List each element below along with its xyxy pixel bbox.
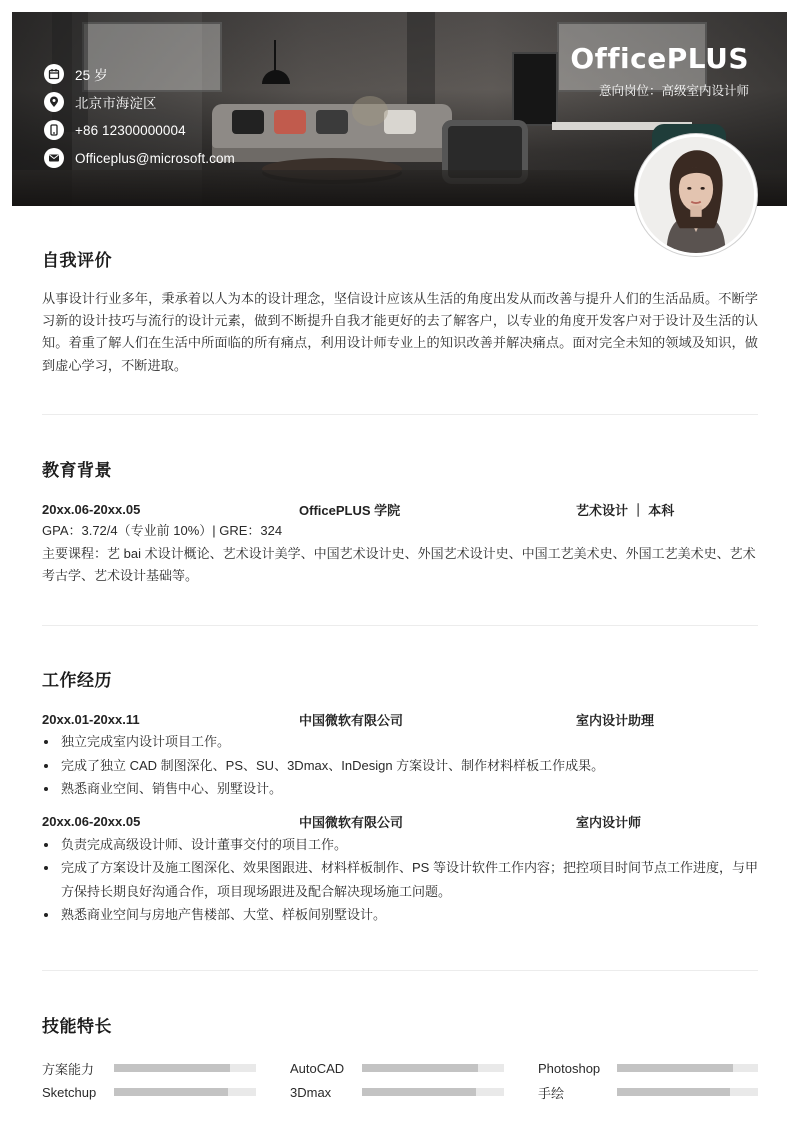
job-header-row — [42, 811, 758, 833]
job-bullet: 独立完成室内设计项目工作。 — [42, 730, 758, 754]
skills-grid — [42, 1056, 758, 1104]
skill-item — [290, 1085, 538, 1100]
section-title-work: 工作经历 — [42, 671, 112, 690]
section-title-skills: 技能特长 — [42, 1017, 112, 1036]
calendar-icon — [44, 64, 64, 84]
location-pin-icon — [44, 92, 64, 112]
skill-fill — [362, 1088, 476, 1096]
brand-name: OfficePLUS — [570, 42, 749, 75]
pillow-decor — [232, 110, 264, 134]
education-gpa: GPA：3.72/4（专业前 10%）| GRE：324 — [42, 523, 283, 538]
skill-row — [42, 1080, 758, 1104]
job-company: 中国微软有限公司 — [299, 815, 404, 830]
skill-bar — [362, 1088, 504, 1096]
section-title-self-evaluation: 自我评价 — [42, 251, 112, 270]
contact-age-text: 25 岁 — [75, 68, 108, 83]
self-evaluation-section — [42, 246, 758, 377]
skill-fill — [362, 1064, 478, 1072]
contact-email-text: Officeplus@microsoft.com — [75, 150, 235, 166]
education-courses: 主要课程：艺 bai 术设计概论、艺术设计美学、中国艺术设计史、外国艺术设计史、中国工艺美术史、外国工艺美术史、艺术考古学、艺术设计基础等。 — [42, 545, 756, 583]
work-section — [42, 666, 758, 927]
skill-item — [42, 1059, 290, 1078]
skill-bar — [617, 1064, 758, 1072]
skill-row — [42, 1056, 758, 1080]
skill-bar — [617, 1088, 758, 1096]
skill-item — [538, 1083, 758, 1102]
job-bullet-list — [42, 730, 758, 801]
job-header-row — [42, 708, 758, 730]
section-title-education: 教育背景 — [42, 461, 112, 480]
skill-fill — [114, 1064, 230, 1072]
skill-bar — [362, 1064, 504, 1072]
education-header-row — [42, 498, 758, 520]
contact-location-text: 北京市海淀区 — [75, 96, 157, 111]
phone-icon — [44, 120, 64, 140]
skill-fill — [114, 1088, 228, 1096]
skill-name: AutoCAD — [290, 1060, 345, 1076]
contact-location — [44, 88, 235, 116]
pillow-decor — [316, 110, 348, 134]
job-bullet-list — [42, 833, 758, 927]
contact-phone-text: +86 12300000004 — [75, 122, 186, 138]
self-evaluation-text: 从事设计行业多年，秉承着以人为本的设计理念，坚信设计应该从生活的角度出发从而改善与提升人们的生活品质。不断学习新的设计技巧与流行的设计元素，做到不断提升自我才能更好的去了解客户，以专业的角度开发客户对于设计及生活的认知。着重了解人们在生活中所面临的所有痛点，利用设计师专业上的知识改善并解决痛点。面对完全未知的领域及知识，做到虚心学习，不断进取。 — [42, 291, 758, 373]
oven-decor — [512, 52, 558, 126]
job-company: 中国微软有限公司 — [299, 712, 404, 728]
job-period: 20xx.01-20xx.11 — [42, 711, 140, 727]
skill-name: 3Dmax — [290, 1084, 332, 1100]
skill-name: Photoshop — [538, 1060, 601, 1076]
pillow-decor — [274, 110, 306, 134]
skill-fill — [617, 1088, 730, 1096]
contact-age — [44, 60, 235, 88]
skill-item — [290, 1061, 538, 1076]
brand-block — [570, 42, 749, 99]
skill-item — [42, 1085, 290, 1100]
lamp-decor — [262, 70, 290, 84]
email-icon — [44, 148, 64, 168]
education-section — [42, 456, 758, 588]
avatar — [635, 134, 757, 256]
section-divider — [42, 970, 758, 971]
skill-bar — [114, 1064, 256, 1072]
job-bullet: 熟悉商业空间与房地产售楼部、大堂、样板间别墅设计。 — [42, 903, 758, 927]
skill-item — [538, 1061, 758, 1076]
education-school: OfficePLUS 学院 — [299, 502, 401, 518]
skill-name: 手绘 — [538, 1085, 565, 1101]
pillow-decor — [384, 110, 416, 134]
job-bullet: 完成了独立 CAD 制图深化、PS、SU、3Dmax、InDesign 方案设计、制作材料样板工作成果。 — [42, 754, 758, 778]
skills-section — [42, 1012, 758, 1037]
job-period: 20xx.06-20xx.05 — [42, 814, 141, 829]
section-divider — [42, 625, 758, 626]
contact-email — [44, 144, 235, 172]
plant-decor — [352, 96, 388, 126]
target-role: 意向岗位：高级室内设计师 — [598, 84, 749, 98]
section-divider — [42, 414, 758, 415]
portrait-illustration — [638, 137, 754, 253]
job-role: 室内设计助理 — [576, 712, 655, 728]
contact-list — [44, 60, 235, 172]
education-period: 20xx.06-20xx.05 — [42, 501, 141, 517]
job-bullet: 负责完成高级设计师、设计董事交付的项目工作。 — [42, 833, 758, 857]
job-bullet: 完成了方案设计及施工图深化、效果图跟进、材料样板制作、PS 等设计软件工作内容；把控项目时间节点工作进度，与甲方保持长期良好沟通合作，项目现场跟进及配合解决现场施工问题。 — [42, 856, 758, 903]
skill-fill — [617, 1064, 732, 1072]
skill-bar — [114, 1088, 256, 1096]
contact-phone — [44, 116, 235, 144]
skill-name: 方案能力 — [42, 1061, 95, 1077]
job-bullet: 熟悉商业空间、销售中心、别墅设计。 — [42, 777, 758, 801]
skill-name: Sketchup — [42, 1084, 97, 1100]
education-major: 艺术设计 ｜ 本科 — [576, 502, 675, 518]
job-role: 室内设计师 — [576, 815, 642, 830]
